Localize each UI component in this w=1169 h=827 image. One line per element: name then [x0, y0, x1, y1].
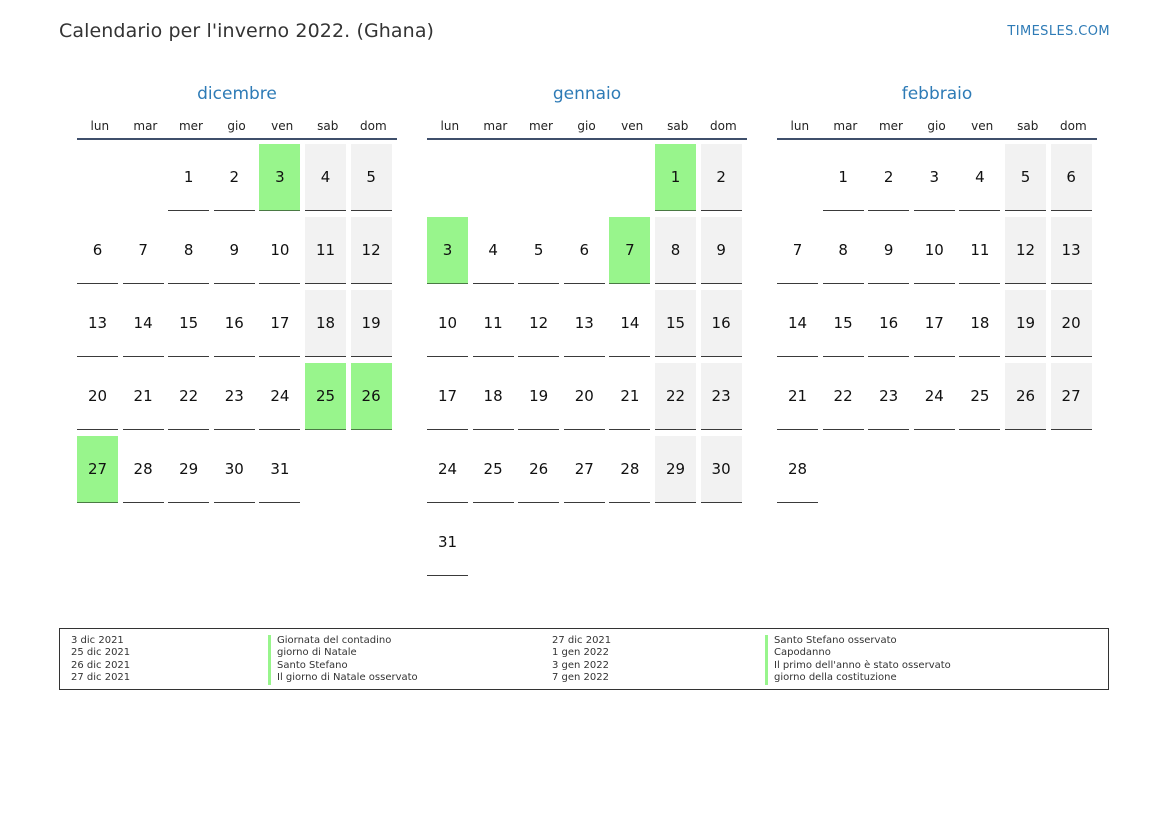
- day-cell: 22: [823, 363, 864, 430]
- day-cell: 8: [823, 217, 864, 284]
- weekday-label: dom: [1060, 119, 1087, 133]
- day-cell: 6: [564, 217, 605, 284]
- day-cell: 14: [777, 290, 818, 357]
- day-cell: 2: [214, 144, 255, 211]
- holiday-day-cell: 27: [77, 436, 118, 503]
- holiday-day-cell: 26: [351, 363, 392, 430]
- day-cell: 18: [305, 290, 346, 357]
- day-cell: 17: [427, 363, 468, 430]
- day-cell: 17: [914, 290, 955, 357]
- legend-date: 25 dic 2021: [71, 647, 131, 659]
- legend-holiday-name: Giornata del contadino: [268, 635, 418, 647]
- day-cell: 19: [518, 363, 559, 430]
- day-cell: 20: [564, 363, 605, 430]
- day-cell: 9: [701, 217, 742, 284]
- day-cell: 21: [123, 363, 164, 430]
- day-cell: 4: [959, 144, 1000, 211]
- day-cell: 2: [868, 144, 909, 211]
- legend-names-right: [765, 635, 951, 685]
- day-cell: 23: [701, 363, 742, 430]
- day-cell: 24: [914, 363, 955, 430]
- weekday-label: mer: [178, 119, 203, 133]
- day-cell: 1: [823, 144, 864, 211]
- month-calendar-january: [427, 82, 747, 594]
- weekday-label: sab: [1017, 119, 1039, 133]
- day-cell: 13: [564, 290, 605, 357]
- day-cell: 7: [123, 217, 164, 284]
- day-cell: 28: [609, 436, 650, 503]
- weekday-label: ven: [621, 119, 644, 133]
- day-cell: 11: [473, 290, 514, 357]
- legend-date: 7 gen 2022: [552, 672, 610, 684]
- legend-holiday-name: Il giorno di Natale osservato: [268, 672, 418, 684]
- day-cell: 20: [1051, 290, 1092, 357]
- day-cell: 29: [168, 436, 209, 503]
- month-calendar-december: [77, 82, 397, 594]
- day-cell: 16: [214, 290, 255, 357]
- day-cell: 23: [214, 363, 255, 430]
- weekday-label: mer: [528, 119, 553, 133]
- legend-date: 27 dic 2021: [552, 635, 612, 646]
- month-calendar-february: [777, 82, 1097, 594]
- day-cell: 5: [351, 144, 392, 211]
- day-cell: 24: [427, 436, 468, 503]
- day-cell: 10: [914, 217, 955, 284]
- day-cell: 24: [259, 363, 300, 430]
- day-cell: 15: [655, 290, 696, 357]
- weekday-header: [77, 116, 397, 140]
- weekday-label: mar: [483, 119, 508, 133]
- day-cell: 21: [609, 363, 650, 430]
- legend-date: 26 dic 2021: [71, 659, 131, 671]
- legend-dates-left: [71, 635, 130, 685]
- day-cell: 1: [168, 144, 209, 211]
- month-name: dicembre: [197, 84, 277, 104]
- legend-holiday-name: giorno della costituzione: [765, 672, 951, 684]
- weekday-header: [427, 116, 747, 140]
- day-cell: 29: [655, 436, 696, 503]
- day-cell: 13: [77, 290, 118, 357]
- day-cell: 10: [259, 217, 300, 284]
- day-cell: 16: [701, 290, 742, 357]
- weekday-label: gio: [227, 119, 246, 133]
- day-cell: 10: [427, 290, 468, 357]
- weekday-label: lun: [90, 119, 110, 133]
- day-cell: 6: [77, 217, 118, 284]
- holiday-day-cell: 3: [259, 144, 300, 211]
- day-cell: 31: [259, 436, 300, 503]
- day-cell: 12: [1005, 217, 1046, 284]
- days-grid: [777, 144, 1097, 594]
- day-cell: 28: [777, 436, 818, 503]
- legend-holiday-name: Capodanno: [765, 647, 951, 659]
- day-cell: 27: [1051, 363, 1092, 430]
- weekday-label: sab: [667, 119, 689, 133]
- legend-date: 3 dic 2021: [71, 635, 124, 646]
- day-cell: 12: [518, 290, 559, 357]
- day-cell: 9: [868, 217, 909, 284]
- weekday-label: dom: [710, 119, 737, 133]
- weekday-label: mer: [878, 119, 903, 133]
- holiday-day-cell: 7: [609, 217, 650, 284]
- day-cell: 14: [123, 290, 164, 357]
- day-cell: 15: [168, 290, 209, 357]
- day-cell: 22: [168, 363, 209, 430]
- weekday-label: gio: [927, 119, 946, 133]
- day-cell: 19: [351, 290, 392, 357]
- legend-date: 1 gen 2022: [552, 647, 610, 659]
- day-cell: 12: [351, 217, 392, 284]
- day-cell: 22: [655, 363, 696, 430]
- day-cell: 20: [77, 363, 118, 430]
- day-cell: 30: [701, 436, 742, 503]
- legend-date: 3 gen 2022: [552, 659, 610, 671]
- day-cell: 6: [1051, 144, 1092, 211]
- day-cell: 4: [305, 144, 346, 211]
- day-cell: 8: [168, 217, 209, 284]
- day-cell: 31: [427, 509, 468, 576]
- day-cell: 19: [1005, 290, 1046, 357]
- day-cell: 7: [777, 217, 818, 284]
- weekday-label: sab: [317, 119, 339, 133]
- day-cell: 9: [214, 217, 255, 284]
- day-cell: 18: [959, 290, 1000, 357]
- day-cell: 5: [1005, 144, 1046, 211]
- legend-holiday-name: giorno di Natale: [268, 647, 418, 659]
- legend-holiday-name: Il primo dell'anno è stato osservato: [765, 660, 951, 672]
- day-cell: 11: [305, 217, 346, 284]
- weekday-header: [777, 116, 1097, 140]
- holiday-day-cell: 3: [427, 217, 468, 284]
- day-cell: 30: [214, 436, 255, 503]
- weekday-label: lun: [790, 119, 810, 133]
- page-title: Calendario per l'inverno 2022. (Ghana): [59, 20, 435, 42]
- month-name: gennaio: [552, 84, 622, 104]
- day-cell: 26: [518, 436, 559, 503]
- day-cell: 21: [777, 363, 818, 430]
- day-cell: 18: [473, 363, 514, 430]
- day-cell: 16: [868, 290, 909, 357]
- day-cell: 15: [823, 290, 864, 357]
- day-cell: 23: [868, 363, 909, 430]
- day-cell: 5: [518, 217, 559, 284]
- day-cell: 28: [123, 436, 164, 503]
- days-grid: [77, 144, 397, 594]
- holiday-day-cell: 1: [655, 144, 696, 211]
- day-cell: 14: [609, 290, 650, 357]
- day-cell: 2: [701, 144, 742, 211]
- weekday-label: ven: [971, 119, 994, 133]
- day-cell: 25: [959, 363, 1000, 430]
- day-cell: 27: [564, 436, 605, 503]
- day-cell: 4: [473, 217, 514, 284]
- weekday-label: mar: [133, 119, 158, 133]
- weekday-label: dom: [360, 119, 387, 133]
- weekday-label: mar: [833, 119, 858, 133]
- day-cell: 8: [655, 217, 696, 284]
- day-cell: 13: [1051, 217, 1092, 284]
- days-grid: [427, 144, 747, 594]
- month-name: febbraio: [901, 84, 973, 104]
- holiday-day-cell: 25: [305, 363, 346, 430]
- day-cell: 11: [959, 217, 1000, 284]
- legend-date: 27 dic 2021: [71, 672, 131, 684]
- day-cell: 3: [914, 144, 955, 211]
- weekday-label: lun: [440, 119, 460, 133]
- legend-names-left: [268, 635, 418, 685]
- legend-holiday-name: Santo Stefano osservato: [765, 635, 951, 647]
- day-cell: 17: [259, 290, 300, 357]
- weekday-label: gio: [577, 119, 596, 133]
- legend-holiday-name: Santo Stefano: [268, 660, 418, 672]
- weekday-label: ven: [271, 119, 294, 133]
- legend-dates-right: [552, 635, 611, 685]
- brand-link[interactable]: TIMESLES.COM: [1007, 24, 1110, 39]
- holiday-legend: [59, 628, 1109, 690]
- day-cell: 25: [473, 436, 514, 503]
- day-cell: 26: [1005, 363, 1046, 430]
